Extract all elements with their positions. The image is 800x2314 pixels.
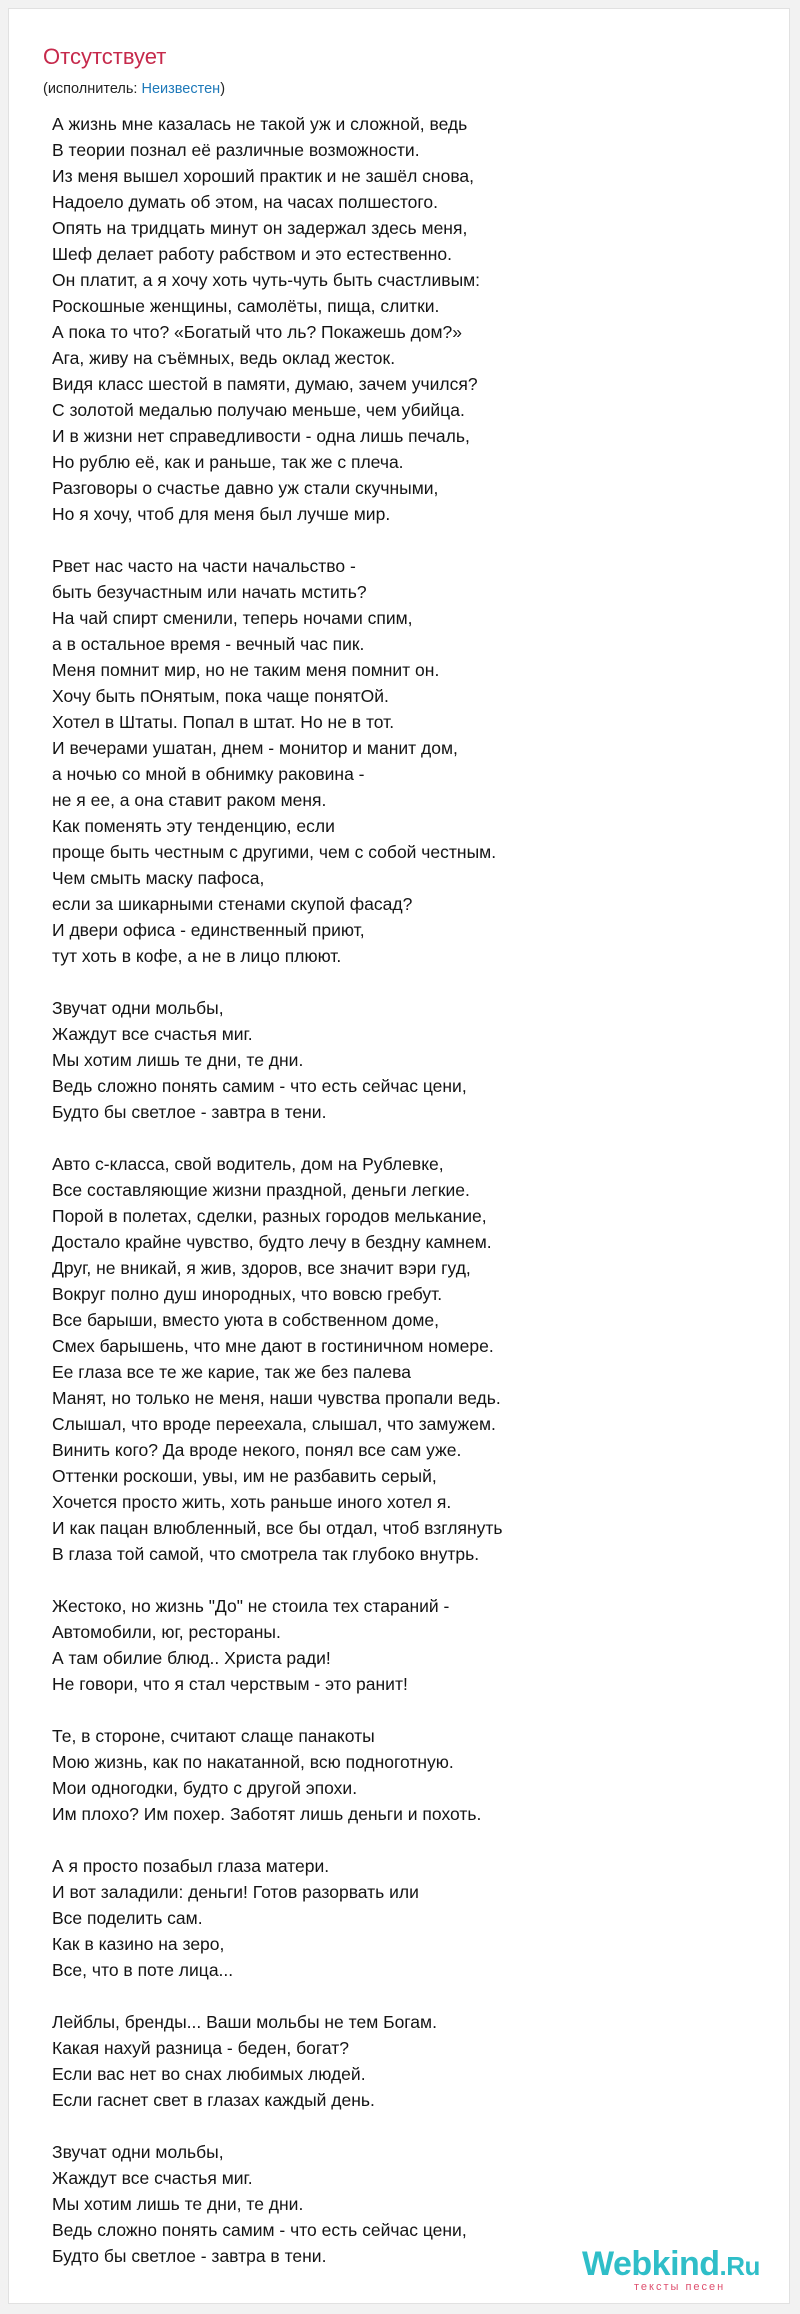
lyrics-body	[52, 111, 792, 2295]
performer-suffix: )	[220, 81, 226, 97]
lyrics-stanza	[52, 1853, 792, 1983]
lyrics-line: И двери офиса - единственный приют,	[52, 920, 365, 940]
lyrics-line: Жаждут все счастья миг.	[52, 1024, 253, 1044]
lyrics-line: А жизнь мне казалась не такой уж и сложной, ведь	[52, 114, 468, 134]
song-title: Отсутствует	[43, 44, 167, 69]
site-logo[interactable]	[582, 2244, 772, 2296]
lyrics-line: Те, в стороне, считают слаще панакоты	[52, 1726, 375, 1746]
lyrics-line: Какая нахуй разница - беден, богат?	[52, 2038, 349, 2058]
lyrics-line: Хотел в Штаты. Попал в штат. Но не в тот.	[52, 712, 395, 732]
lyrics-line: Будто бы светлое - завтра в тени.	[52, 1102, 327, 1122]
lyrics-line: И как пацан влюбленный, все бы отдал, чтоб взглянуть	[52, 1518, 503, 1538]
lyrics-line: Но я хочу, чтоб для меня был лучше мир.	[52, 504, 391, 524]
lyrics-line: Звучат одни мольбы,	[52, 2142, 224, 2162]
lyrics-line: Меня помнит мир, но не таким меня помнит он.	[52, 660, 440, 680]
performer-line	[43, 79, 225, 99]
lyrics-line: Ведь сложно понять самим - что есть сейчас цени,	[52, 1076, 467, 1096]
lyrics-stanza	[52, 1593, 792, 1697]
lyrics-line: Мы хотим лишь те дни, те дни.	[52, 2194, 304, 2214]
lyrics-line: С золотой медалью получаю меньше, чем убийца.	[52, 400, 465, 420]
lyrics-line: В глаза той самой, что смотрела так глубоко внутрь.	[52, 1544, 480, 1564]
lyrics-line: Но рублю её, как и раньше, так же с плеча.	[52, 452, 404, 472]
lyrics-line: Оттенки роскоши, увы, им не разбавить серый,	[52, 1466, 437, 1486]
lyrics-line: Роскошные женщины, самолёты, пища, слитки.	[52, 296, 440, 316]
lyrics-line: На чай спирт сменили, теперь ночами спим,	[52, 608, 413, 628]
lyrics-line: Мы хотим лишь те дни, те дни.	[52, 1050, 304, 1070]
lyrics-line: быть безучастным или начать мстить?	[52, 582, 367, 602]
lyrics-line: Он платит, а я хочу хоть чуть-чуть быть счастливым:	[52, 270, 481, 290]
lyrics-line: Жаждут все счастья миг.	[52, 2168, 253, 2188]
lyrics-line: Смех барышень, что мне дают в гостиничном номере.	[52, 1336, 494, 1356]
lyrics-page	[8, 8, 790, 2304]
lyrics-line: Рвет нас часто на части начальство -	[52, 556, 356, 576]
lyrics-stanza	[52, 1151, 792, 1567]
lyrics-line: Манят, но только не меня, наши чувства пропали ведь.	[52, 1388, 501, 1408]
logo-tagline: тексты песен	[634, 2281, 726, 2293]
lyrics-stanza	[52, 995, 792, 1125]
lyrics-line: а в остальное время - вечный час пик.	[52, 634, 365, 654]
lyrics-line: Если вас нет во снах любимых людей.	[52, 2064, 366, 2084]
lyrics-line: Мою жизнь, как по накатанной, всю подноготную.	[52, 1752, 454, 1772]
lyrics-line: тут хоть в кофе, а не в лицо плюют.	[52, 946, 342, 966]
lyrics-stanza	[52, 1723, 792, 1827]
lyrics-line: Им плохо? Им похер. Заботят лишь деньги и похоть.	[52, 1804, 482, 1824]
lyrics-line: Ага, живу на съёмных, ведь оклад жесток.	[52, 348, 396, 368]
lyrics-line: Ведь сложно понять самим - что есть сейчас цени,	[52, 2220, 467, 2240]
lyrics-line: В теории познал её различные возможности.	[52, 140, 420, 160]
lyrics-line: Вокруг полно душ инородных, что вовсю гребут.	[52, 1284, 443, 1304]
lyrics-line: Все поделить сам.	[52, 1908, 203, 1928]
lyrics-line: Жестоко, но жизнь "До" не стоила тех стараний -	[52, 1596, 450, 1616]
lyrics-line: не я ее, а она ставит раком меня.	[52, 790, 327, 810]
lyrics-line: Звучат одни мольбы,	[52, 998, 224, 1018]
lyrics-stanza	[52, 2009, 792, 2113]
lyrics-line: Как в казино на зеро,	[52, 1934, 225, 1954]
lyrics-line: Лейблы, бренды... Ваши мольбы не тем Богам.	[52, 2012, 437, 2032]
lyrics-line: проще быть честным с другими, чем с собой честным.	[52, 842, 497, 862]
lyrics-line: Достало крайне чувство, будто лечу в бездну камнем.	[52, 1232, 492, 1252]
lyrics-line: Автомобили, юг, рестораны.	[52, 1622, 281, 1642]
lyrics-line: И вот заладили: деньги! Готов разорвать или	[52, 1882, 419, 1902]
lyrics-line: Шеф делает работу рабством и это естественно.	[52, 244, 452, 264]
lyrics-line: Если гаснет свет в глазах каждый день.	[52, 2090, 375, 2110]
lyrics-line: Друг, не вникай, я жив, здоров, все значит вэри гуд,	[52, 1258, 471, 1278]
lyrics-line: Авто с-класса, свой водитель, дом на Рублевке,	[52, 1154, 444, 1174]
performer-prefix: (исполнитель:	[43, 81, 142, 97]
lyrics-line: Опять на тридцать минут он задержал здесь меня,	[52, 218, 468, 238]
performer-link[interactable]: Неизвестен	[141, 81, 221, 97]
lyrics-line: Разговоры о счастье давно уж стали скучными,	[52, 478, 439, 498]
logo-main-text: Webkind	[582, 2245, 720, 2283]
lyrics-line: Надоело думать об этом, на часах полшестого.	[52, 192, 438, 212]
lyrics-line: Из меня вышел хороший практик и не зашёл снова,	[52, 166, 475, 186]
lyrics-line: если за шикарными стенами скупой фасад?	[52, 894, 413, 914]
lyrics-line: а ночью со мной в обнимку раковина -	[52, 764, 365, 784]
lyrics-line: Мои одногодки, будто с другой эпохи.	[52, 1778, 358, 1798]
lyrics-stanza	[52, 553, 792, 969]
lyrics-line: Ее глаза все те же карие, так же без палева	[52, 1362, 411, 1382]
lyrics-line: Все составляющие жизни праздной, деньги легкие.	[52, 1180, 470, 1200]
lyrics-line: А пока то что? «Богатый что ль? Покажешь дом?»	[52, 322, 463, 342]
lyrics-line: Чем смыть маску пафоса,	[52, 868, 265, 888]
lyrics-line: Слышал, что вроде переехала, слышал, что замужем.	[52, 1414, 496, 1434]
lyrics-line: Все барыши, вместо уюта в собственном доме,	[52, 1310, 439, 1330]
lyrics-line: А там обилие блюд.. Христа ради!	[52, 1648, 331, 1668]
lyrics-line: Все, что в поте лица...	[52, 1960, 234, 1980]
lyrics-line: Видя класс шестой в памяти, думаю, зачем учился?	[52, 374, 478, 394]
lyrics-line: Как поменять эту тенденцию, если	[52, 816, 335, 836]
lyrics-line: Хочу быть пОнятым, пока чаще понятОй.	[52, 686, 389, 706]
lyrics-line: Винить кого? Да вроде некого, понял все сам уже.	[52, 1440, 462, 1460]
lyrics-line: Не говори, что я стал черствым - это ранит!	[52, 1674, 408, 1694]
lyrics-line: Порой в полетах, сделки, разных городов мелькание,	[52, 1206, 487, 1226]
lyrics-line: А я просто позабыл глаза матери.	[52, 1856, 330, 1876]
lyrics-line: И в жизни нет справедливости - одна лишь печаль,	[52, 426, 470, 446]
lyrics-line: Хочется просто жить, хоть раньше иного хотел я.	[52, 1492, 452, 1512]
lyrics-line: И вечерами ушатан, днем - монитор и манит дом,	[52, 738, 458, 758]
lyrics-stanza	[52, 111, 792, 527]
lyrics-line: Будто бы светлое - завтра в тени.	[52, 2246, 327, 2266]
logo-tld: .Ru	[719, 2251, 760, 2281]
